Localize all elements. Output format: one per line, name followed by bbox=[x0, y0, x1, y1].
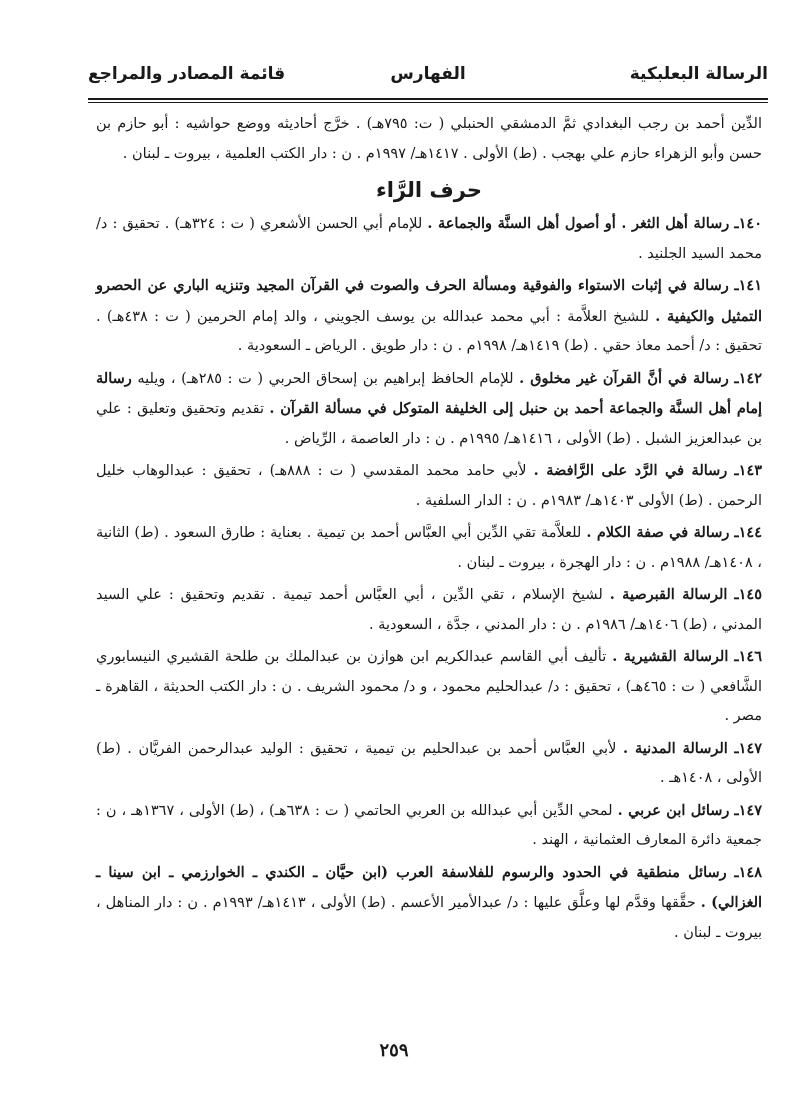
entry-number: ١٤٣ـ bbox=[734, 462, 763, 479]
bib-entry-144 bbox=[96, 518, 762, 578]
entry-details: للإمام الحافظ إبراهيم بن إسحاق الحربي ( ت : ٢٨٥هـ) ، ويليه bbox=[137, 370, 514, 387]
entry-title: الرسالة المدنية . bbox=[622, 739, 728, 757]
entry-number: ١٤١ـ bbox=[734, 277, 762, 294]
entry-details: لشيخ الإسلام ، تقي الدِّين ، أبي العبَّاس أحمد تيمية . تقديم وتحقيق : علي السيد المدني ، (ط) ١٤٠٦هـ/ ١٩٨٦م . ن : دار المدني ، جدَّة ، السعودية . bbox=[96, 587, 762, 633]
entry-number: ١٤٧ـ bbox=[734, 801, 763, 819]
running-header bbox=[88, 60, 768, 100]
entry-details: للشيخ العلاَّمة : أبي محمد عبدالله بن يوسف الجويني ، والد إمام الحرمين ( ت : ٤٣٨هـ) . تحقيق : د/ أحمد معاذ حقي . (ط) ١٤١٩هـ/ ١٩٩٨م . ن : دار طويق . الرياض ـ السعودية . bbox=[96, 308, 762, 354]
header-chapter: قائمة المصادر والمراجع bbox=[88, 64, 286, 84]
entry-number: ١٤٧ـ bbox=[734, 739, 763, 757]
entry-title: رسالة في الرَّد على الرَّافضة . bbox=[533, 462, 728, 479]
entry-details: حقَّقها وقدَّم لها وعلَّق عليها : د/ عبدالأمير الأعسم . (ط) الأولى ، ١٤١٣هـ/ ١٩٩٣م . ن : دار المناهل ، بيروت ـ لبنان . bbox=[96, 895, 762, 941]
entry-number: ١٤٤ـ bbox=[734, 524, 763, 541]
section-heading: حرف الرَّاء bbox=[376, 178, 482, 202]
entry-subtitle: رسالة إمام أهل السنَّة والجماعة أحمد بن حنبل إلى الخليفة المتوكل في مسألة القرآن . bbox=[96, 369, 763, 417]
entry-number: ١٤٨ـ bbox=[734, 863, 763, 881]
entry-title: رسائل منطقية في الحدود والرسوم للفلاسفة العرب (ابن حيَّان ـ الكندي ـ الخوارزمي ـ ابن سينا ـ الغزالي) . bbox=[96, 863, 763, 911]
bibliography-body bbox=[96, 110, 762, 950]
entry-number: ١٤٦ـ bbox=[734, 648, 762, 665]
page-number: ٢٥٩ bbox=[379, 1040, 409, 1061]
bib-entry-147b bbox=[96, 796, 762, 856]
entry-title: الرسالة القشيرية . bbox=[612, 648, 729, 665]
bib-entry-140 bbox=[96, 209, 762, 269]
header-rule-thick bbox=[88, 98, 768, 100]
entry-number: ١٤٥ـ bbox=[734, 586, 762, 603]
entry-details-2: تقديم وتحقيق وتعليق : علي بن عبدالعزيز الشبل . (ط) الأولى ، ١٤١٦هـ/ ١٩٩٥م . ن : دار العاصمة ، الرِّياض . bbox=[96, 401, 762, 447]
entry-details: للإمام أبي الحسن الأشعري ( ت : ٣٢٤هـ) . تحقيق : د/ محمد السيد الجلنيد . bbox=[96, 216, 762, 262]
bib-entry-145 bbox=[96, 580, 762, 640]
entry-number: ١٤٠ـ bbox=[734, 215, 762, 232]
entry-title: رسالة في صفة الكلام . bbox=[586, 524, 730, 541]
entry-details: تأليف أبي القاسم عبدالكريم ابن هوازن بن عبدالملك بن طلحة القشيري النيسابوري الشَّافعي ( ت : ٤٦٥هـ) ، تحقيق : د/ عبدالحليم محمود ، و د/ محمود الشريف . ن : دار الكتب الحديثة ، القاهرة ـ مصر . bbox=[96, 649, 762, 724]
header-rule-thin bbox=[88, 102, 768, 103]
bib-entry-147a bbox=[96, 734, 762, 794]
bib-entry-146 bbox=[96, 642, 762, 732]
bib-entry-141 bbox=[96, 271, 762, 362]
entry-title: رسالة في أنَّ القرآن غير مخلوق . bbox=[519, 369, 729, 387]
entry-details: لأبي حامد محمد المقدسي ( ت : ٨٨٨هـ) ، تحقيق : عبدالوهاب خليل الرحمن . (ط) الأولى ١٤٠٣هـ/ ١٩٨٣م . ن : الدار السلفية . bbox=[96, 463, 762, 509]
entry-details: لمحي الدِّين أبي عبدالله بن العربي الحاتمي ( ت : ٦٣٨هـ) ، (ط) الأولى ، ١٣٦٧هـ ، ن : جمعية دائرة المعارف العثمانية ، الهند . bbox=[96, 802, 762, 848]
entry-title: رسالة أهل الثغر . أو أصول أهل السنَّة والجماعة . bbox=[427, 215, 730, 232]
bib-entry-142 bbox=[96, 364, 762, 455]
entry-details: للعلاَّمة تقي الدِّين أبي العبَّاس أحمد بن تيمية . بعناية : طارق السعود . (ط) الثانية ، ١٤٠٨هـ/ ١٩٨٨م . ن : دار الهجرة ، بيروت ـ لبنان . bbox=[96, 525, 762, 571]
bib-entry-148 bbox=[96, 858, 762, 949]
entry-number: ١٤٢ـ bbox=[734, 369, 763, 387]
entry-title: رسائل ابن عربي . bbox=[617, 801, 730, 819]
entry-details: لأبي العبَّاس أحمد بن عبدالحليم بن تيمية ، تحقيق : الوليد عبدالرحمن الفريَّان . (ط) الأولى ، ١٤٠٨هـ . bbox=[96, 740, 762, 786]
header-book-title: الرسالة البعلبكية bbox=[629, 64, 768, 84]
entry-title: رسالة في إثبات الاستواء والفوقية ومسألة الحرف والصوت في القرآن المجيد وتنزيه الباري عن الحصرو التمثيل والكيفية . bbox=[96, 277, 763, 325]
bib-entry-143 bbox=[96, 456, 762, 516]
header-section: الفهارس bbox=[390, 64, 466, 84]
continued-entry: الدِّين أحمد بن رجب البغدادي ثمَّ الدمشقي الحنبلي ( ت: ٧٩٥هـ) . خرَّج أحاديثه ووضع حواشيه : أبو حازم بن حسن وأبو الزهراء حازم علي بهجب . (ط) الأولى . ١٤١٧هـ/ ١٩٩٧م . ن : دار الكتب العلمية ، بيروت ـ لبنان . bbox=[96, 116, 762, 162]
entry-title: الرسالة القبرصية . bbox=[609, 586, 728, 603]
